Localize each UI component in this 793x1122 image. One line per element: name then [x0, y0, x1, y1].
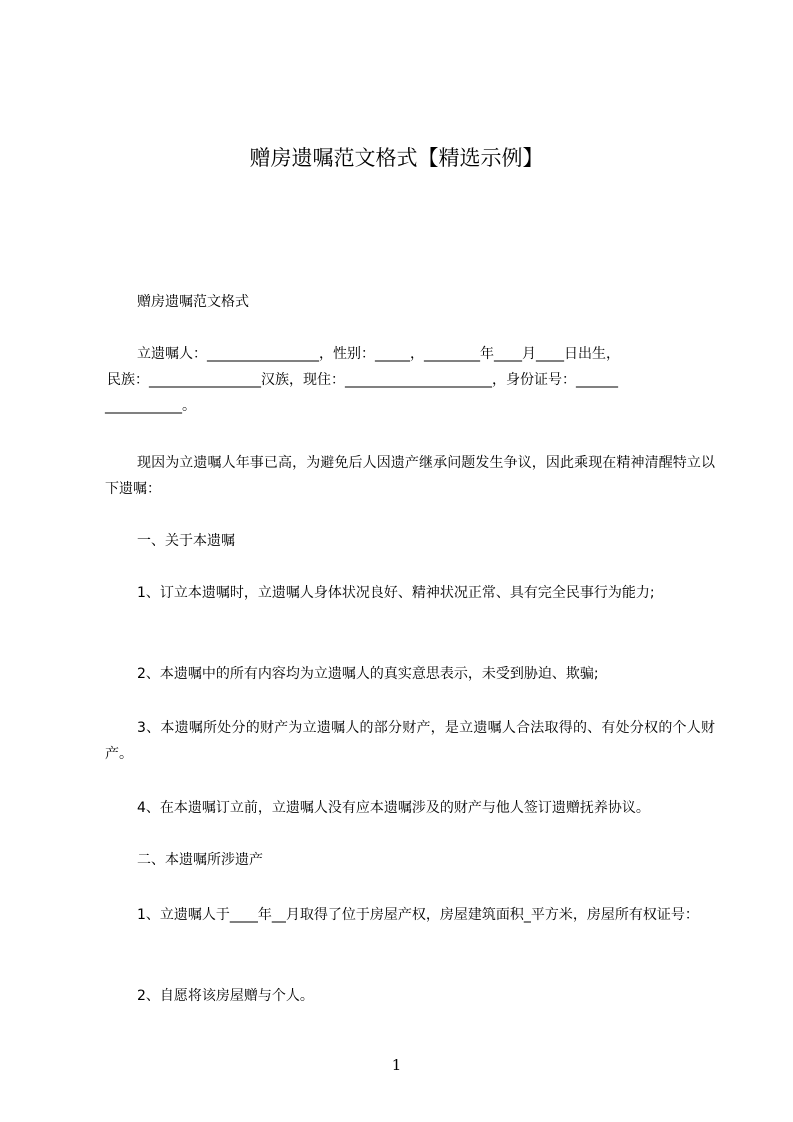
testator-info-line-3: ___________。 [105, 398, 196, 414]
section-1-item-3: 3、本遗嘱所处分的财产为立遗嘱人的部分财产，是立遗嘱人合法取得的、有处分权的个人财产。 [105, 720, 715, 762]
document-subtitle: 赠房遗嘱范文格式 [137, 294, 249, 310]
section-2-heading: 二、本遗嘱所涉遗产 [137, 852, 263, 868]
section-1-item-1: 1、订立本遗嘱时，立遗嘱人身体状况良好、精神状况正常、具有完全民事行为能力; [137, 585, 655, 601]
testator-info-line-1: 立遗嘱人：________________，性别：_____，________年____月____日出生， [137, 346, 620, 362]
document-title: 赠房遗嘱范文格式【精选示例】 [249, 146, 544, 170]
testator-info-line-2: 民族：________________汉族，现住：_____________________，身份证号：______ [107, 372, 618, 388]
page-number: 1 [391, 1056, 402, 1074]
section-2-item-2: 2、自愿将该房屋赠与个人。 [137, 988, 314, 1004]
preamble-paragraph: 现因为立遗嘱人年事已高，为避免后人因遗产继承问题发生争议，因此乘现在精神清醒特立以下遗嘱： [105, 455, 715, 497]
section-2-item-1: 1、立遗嘱人于____年__月取得了位于房屋产权，房屋建筑面积_平方米，房屋所有权证号： [137, 907, 699, 923]
section-1-item-4: 4、在本遗嘱订立前，立遗嘱人没有应本遗嘱涉及的财产与他人签订遗赠抚养协议。 [137, 800, 650, 816]
section-1-heading: 一、关于本遗嘱 [137, 533, 235, 549]
section-1-item-2: 2、本遗嘱中的所有内容均为立遗嘱人的真实意思表示，未受到胁迫、欺骗; [137, 666, 599, 682]
